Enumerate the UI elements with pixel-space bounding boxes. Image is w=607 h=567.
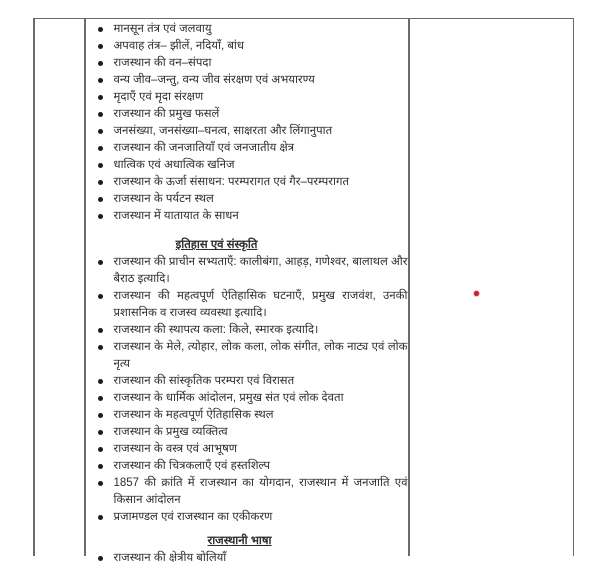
section-heading-rajasthani-language: राजस्थानी भाषा — [207, 535, 272, 547]
bullet-icon — [98, 61, 103, 66]
bullet-icon — [98, 345, 103, 350]
bullet-icon — [98, 515, 103, 520]
list-item-text: राजस्थान के पर्यटन स्थल — [113, 193, 214, 205]
bullet-icon — [98, 129, 103, 134]
list-item-text: मृदाएँ एवं मृदा संरक्षण — [113, 91, 204, 103]
table-border-left — [33, 19, 35, 556]
list-item-text: राजस्थान की वन–संपदा — [113, 57, 212, 69]
list-item — [98, 441, 408, 458]
bullet-icon — [98, 396, 103, 401]
list-item-text: राजस्थान की स्थापत्य कला: किले, स्मारक इत्यादि। — [113, 324, 319, 336]
list-item-text: राजस्थान में यातायात के साधन — [113, 210, 239, 222]
bullet-icon — [98, 481, 103, 486]
list-item — [98, 55, 408, 72]
list-item — [98, 373, 408, 390]
list-item — [98, 89, 408, 106]
list-item-text: राजस्थान की सांस्कृतिक परम्परा एवं विरासत — [113, 375, 295, 387]
bullet-icon — [98, 556, 103, 561]
bullet-icon — [98, 214, 103, 219]
list-item-text: राजस्थान के मेले, त्योहार, लोक कला, लोक संगीत, लोक नाट्य एवं लोक नृत्य — [113, 341, 408, 370]
bullet-icon — [98, 163, 103, 168]
list-item — [98, 106, 408, 123]
bullet-icon — [98, 112, 103, 117]
red-dot-mark — [474, 291, 479, 296]
bullet-icon — [98, 146, 103, 151]
bullet-icon — [98, 78, 103, 83]
list-item-text: राजस्थान की प्रमुख फसलें — [113, 108, 220, 120]
list-item — [98, 424, 408, 441]
bullet-icon — [98, 260, 103, 265]
list-item — [98, 509, 408, 526]
bullet-icon — [98, 328, 103, 333]
bullet-icon — [98, 180, 103, 185]
list-item — [98, 407, 408, 424]
list-item — [98, 208, 408, 225]
bullet-icon — [98, 447, 103, 452]
list-item-text: 1857 की क्रांति में राजस्थान का योगदान, राजस्थान में जनजाति एवं किसान आंदोलन — [113, 477, 408, 506]
list-item — [98, 288, 408, 322]
list-item — [98, 550, 408, 567]
bullet-icon — [98, 379, 103, 384]
list-item-text: अपवाह तंत्र– झीलें, नदियाँ, बांध — [113, 40, 244, 52]
list-item-text: राजस्थान की क्षेत्रीय बोलियाँ — [113, 552, 227, 564]
bullet-icon — [98, 197, 103, 202]
list-item — [98, 174, 408, 191]
list-item — [98, 140, 408, 157]
list-item-text: राजस्थान के वस्त्र एवं आभूषण — [113, 443, 238, 455]
list-item-text: राजस्थान की महत्वपूर्ण ऐतिहासिक घटनाएँ, प्रमुख राजवंश, उनकी प्रशासनिक व राजस्व व्यवस्था इत्यादि। — [113, 290, 408, 319]
list-item — [98, 21, 408, 38]
list-item-text: वन्य जीव–जन्तु, वन्य जीव संरक्षण एवं अभयारण्य — [113, 74, 315, 86]
list-item — [98, 339, 408, 373]
list-item — [98, 72, 408, 89]
list-item — [98, 322, 408, 339]
bullet-icon — [98, 413, 103, 418]
section-heading-history-culture: इतिहास एवं संस्कृति — [175, 239, 258, 251]
list-item — [98, 38, 408, 55]
list-item — [98, 191, 408, 208]
table-border-right — [573, 19, 575, 556]
list-item-text: राजस्थान की प्राचीन सभ्यताएँ: कालीबंगा, आहड़, गणेश्वर, बालाथल और बैराठ इत्यादि। — [113, 256, 408, 285]
list-item-text: राजस्थान के धार्मिक आंदोलन, प्रमुख संत एवं लोक देवता — [113, 392, 344, 404]
list-item-text: मानसून तंत्र एवं जलवायु — [113, 23, 212, 35]
bullet-icon — [98, 95, 103, 100]
list-item — [98, 254, 408, 288]
list-item-text: राजस्थान की जनजातियाँ एवं जनजातीय क्षेत्र — [113, 142, 295, 154]
list-item-text: राजस्थान के महत्वपूर्ण ऐतिहासिक स्थल — [113, 409, 274, 421]
bullet-icon — [98, 294, 103, 299]
list-item — [98, 390, 408, 407]
bullet-icon — [98, 44, 103, 49]
list-item-text: धात्विक एवं अधात्विक खनिज — [113, 159, 235, 171]
list-item-text: जनसंख्या, जनसंख्या–घनत्व, साक्षरता और लिंगानुपात — [113, 125, 333, 137]
list-item — [98, 123, 408, 140]
list-item-text: राजस्थान के प्रमुख व्यक्तित्व — [113, 426, 228, 438]
table-border-col2 — [408, 19, 410, 556]
list-item — [98, 458, 408, 475]
list-item — [98, 157, 408, 174]
list-item-text: प्रजामण्डल एवं राजस्थान का एकीकरण — [113, 511, 273, 523]
list-item — [98, 475, 408, 509]
bullet-icon — [98, 27, 103, 32]
list-item-text: राजस्थान की चित्रकलाएँ एवं हस्तशिल्प — [113, 460, 271, 472]
syllabus-table — [33, 18, 574, 564]
list-item-text: राजस्थान के ऊर्जा संसाधन: परम्परागत एवं गैर–परम्परागत — [113, 176, 350, 188]
bullet-icon — [98, 464, 103, 469]
syllabus-content-cell — [86, 19, 408, 567]
bullet-icon — [98, 430, 103, 435]
